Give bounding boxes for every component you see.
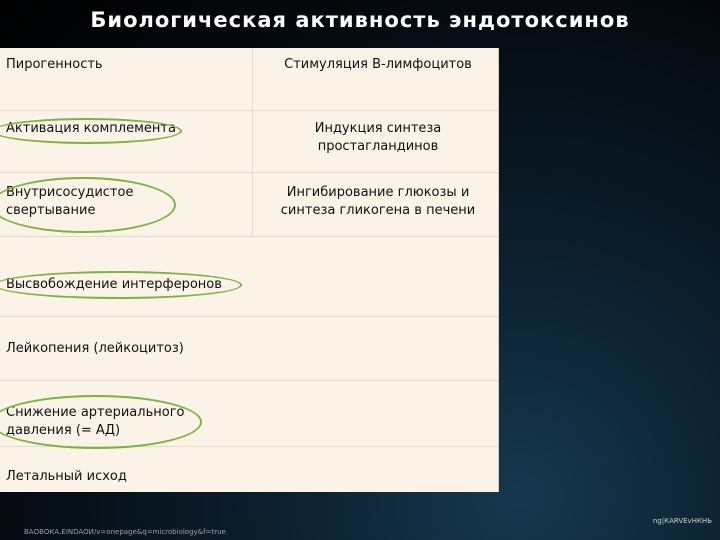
row-left-cell: Активация комплемента bbox=[6, 121, 176, 136]
highlight-oval bbox=[0, 395, 202, 449]
table-row bbox=[0, 48, 498, 111]
row-left-cell: Высвобождение интерферонов bbox=[6, 277, 222, 292]
table-row bbox=[0, 316, 498, 381]
row-right-cell: Индукция синтеза простагландинов bbox=[314, 121, 442, 154]
table-row bbox=[0, 446, 498, 492]
row-left-cell: Пирогенность bbox=[6, 57, 103, 72]
row-left-cell: Лейкопения (лейкоцитоз) bbox=[6, 341, 184, 356]
row-right-cell: Ингибирование глюкозы и синтеза гликогена в печени bbox=[280, 185, 476, 218]
row-left-cell: Снижение артериального давления (= АД) bbox=[6, 405, 185, 438]
row-left-cell: Внутрисосудистое свертывание bbox=[6, 185, 134, 218]
highlight-oval bbox=[0, 271, 242, 299]
row-left-cell: Летальный исход bbox=[6, 469, 127, 484]
slide-title: Биологическая активность эндотоксинов bbox=[90, 8, 630, 32]
highlight-oval bbox=[0, 118, 182, 144]
footer-source-text: ВАОВОКА.ЕINDAОИ/v=onepage&q=microbiology&f=true bbox=[24, 528, 226, 536]
footer-author-text: ng|КАRVЕvНКНЬ bbox=[652, 517, 712, 525]
row-right-cell: Стимуляция В-лимфоцитов bbox=[284, 57, 472, 72]
